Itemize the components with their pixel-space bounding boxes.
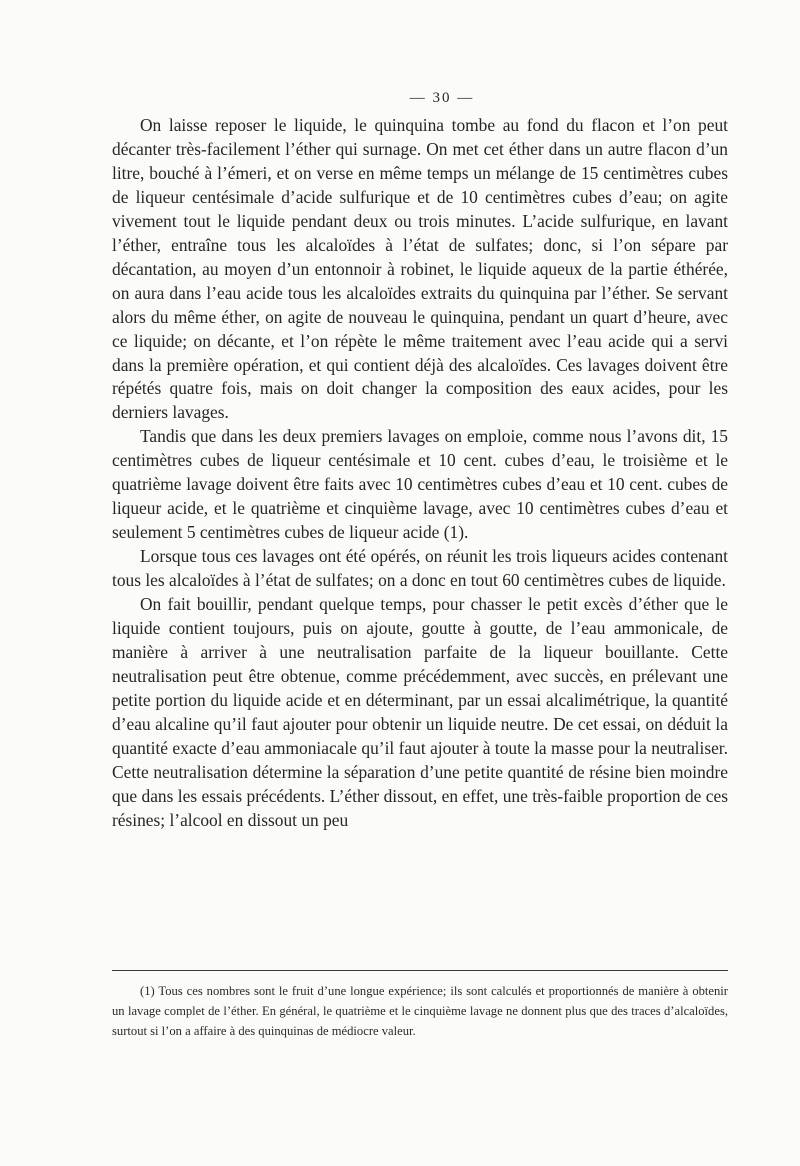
paragraph-4: On fait bouillir, pendant quelque temps, pour chasser le petit excès d’éther que le liquide contient toujours, puis on ajoute, goutte à goutte, de l’eau ammonicale, de manière à arriver à une neutralisation parfaite de la liqueur bouillante. Cette neutralisation peut être obtenue, comme précédemment, avec succès, en prélevant une petite portion du liquide acide et en déterminant, par un essai alcalimétrique, la quantité d’eau alcaline qu’il faut ajouter pour obtenir un liquide neutre. De cet essai, on déduit la quantité exacte d’eau ammoniacale qu’il faut ajouter à toute la masse pour la neutraliser. Cette neutralisation détermine la séparation d’une petite quantité de résine bien moindre que dans les essais précédents. L’éther dissout, en effet, une très-faible proportion de ces résines; l’alcool en dissout un peu (112, 594, 728, 830)
page-number: — 30 — (409, 90, 475, 106)
paragraph-1: On laisse reposer le liquide, le quinquina tombe au fond du flacon et l’on peut décanter très-facilement l’éther qui surnage. On met cet éther dans un autre flacon d’un litre, bouché à l’émeri, et on verse en même temps un mélange de 15 centimètres cubes de liqueur centésimale d’acide sulfurique et de 10 centimètres cubes d’eau; on agite vivement tout le liquide pendant deux ou trois minutes. L’acide sulfurique, en lavant l’éther, entraîne tous les alcaloïdes à l’état de sulfates; donc, si l’on sépare par décantation, au moyen d’un entonnoir à robinet, le liquide aqueux de la partie éthérée, on aura dans l’eau acide tous les alcaloïdes extraits du quinquina par l’éther. Se servant alors du même éther, on agite de nouveau le quinquina, pendant un quart d’heure, avec ce liquide; on décante, et l’on répète le même traitement avec l’eau acide qui a servi dans la première opération, et qui contient déjà des alcaloïdes. Ces lavages doivent être répétés quatre fois, mais on doit changer la composition des eaux acides, pour les derniers lavages. (112, 115, 728, 423)
footnote-divider (112, 970, 728, 971)
page-body (112, 88, 728, 1038)
paragraph-2: Tandis que dans les deux premiers lavages on emploie, comme nous l’avons dit, 15 centimètres cubes de liqueur centésimale et 10 cent. cubes d’eau, le troisième et le quatrième lavage doivent être faits avec 10 centimètres cubes d’eau et 10 cent. cubes de liqueur acide, et le quatrième et cinquième lavage, avec 10 centimètres cubes d’eau et seulement 5 centimètres cubes de liqueur acide (1). (112, 426, 728, 543)
paragraph-3: Lorsque tous ces lavages ont été opérés, on réunit les trois liqueurs acides contenant tous les alcaloïdes à l’état de sulfates; on a donc en tout 60 centimètres cubes de liquide. (112, 546, 728, 591)
footnote: (1) Tous ces nombres sont le fruit d’une longue expérience; ils sont calculés et proportionnés de manière à obtenir un lavage complet de l’éther. En général, le quatrième et le cinquième lavage ne donnent plus que des traces d’alcaloïdes, surtout si l’on a affaire à des quinquinas de médiocre valeur. (112, 984, 728, 1038)
